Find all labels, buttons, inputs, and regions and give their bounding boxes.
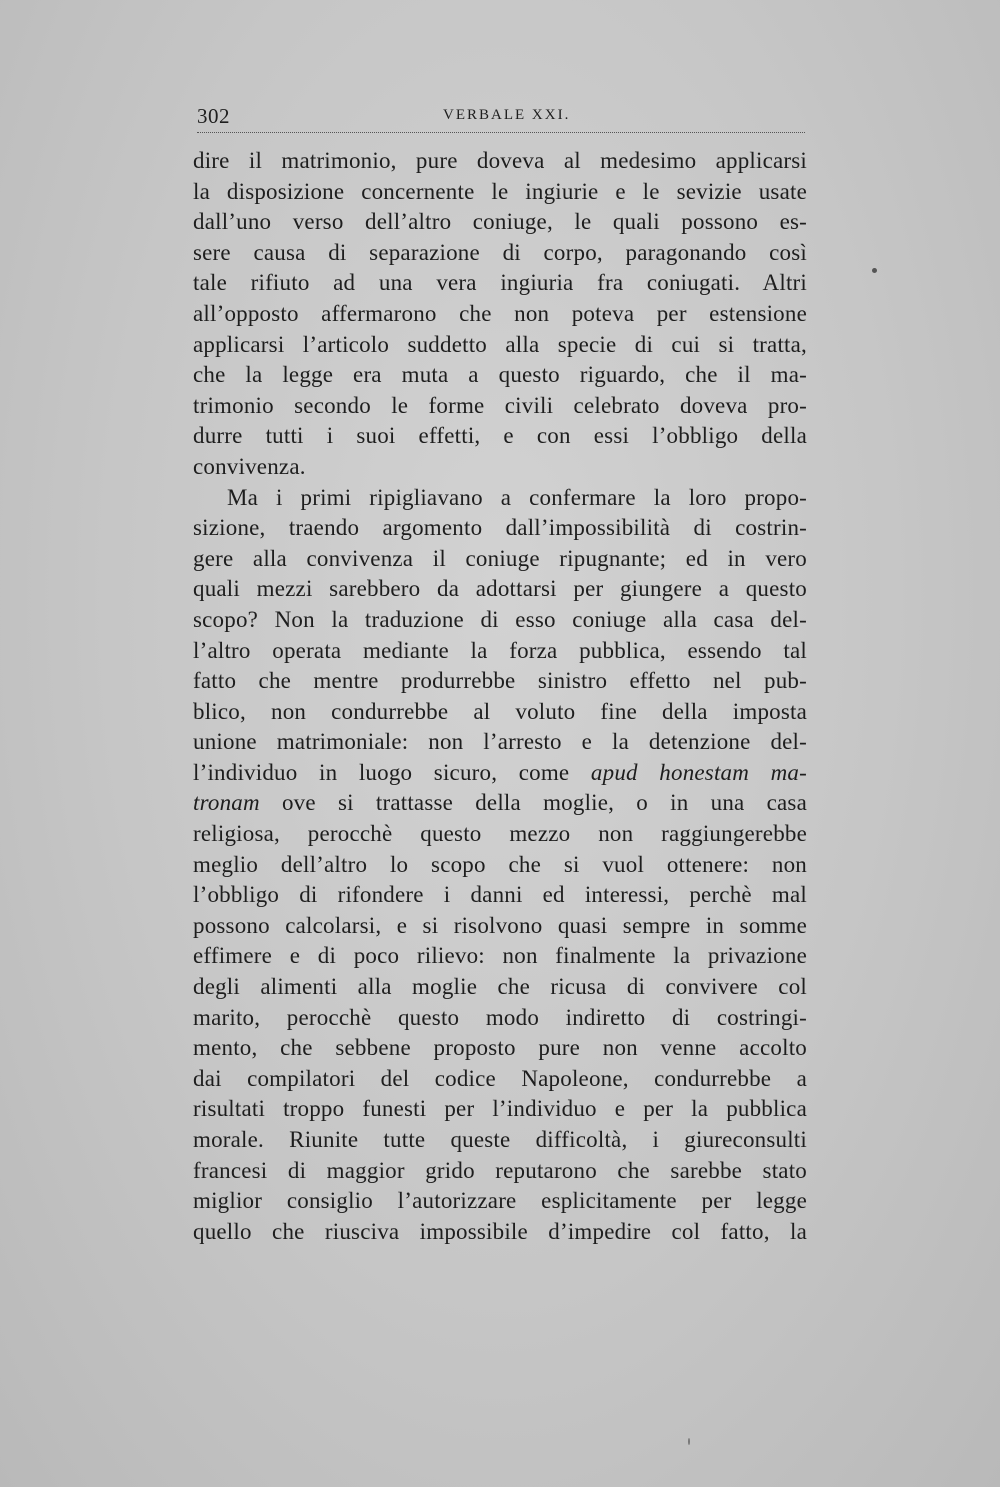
text-line: la disposizione concernente le ingiurie e le sevizie usate: [193, 178, 807, 204]
text-line: gere alla convivenza il coniuge ripugnante; ed in vero: [193, 545, 807, 571]
text-line: dire il matrimonio, pure doveva al medesimo applicarsi: [193, 148, 807, 173]
text-line: blico, non condurrebbe al voluto fine della imposta: [193, 698, 807, 724]
paragraph-start-line: Ma i primi ripigliavano a confermare la loro propo-: [227, 484, 807, 510]
text-line: marito, perocchè questo modo indiretto di costringi-: [193, 1004, 807, 1030]
text-line: fatto che mentre produrrebbe sinistro effetto nel pub-: [193, 668, 807, 694]
text-line: risultati troppo funesti per l’individuo e per la pubblica: [193, 1096, 807, 1122]
text-line: quello che riusciva impossibile d’impedire col fatto, la: [193, 1218, 807, 1244]
page-number: 302: [197, 104, 230, 128]
text-line: meglio dell’altro lo scopo che si vuol ottenere: non: [193, 851, 807, 877]
text-line: morale. Riunite tutte queste difficoltà, i giureconsulti: [193, 1127, 807, 1152]
text-line: possono calcolarsi, e si risolvono quasi sempre in somme: [193, 912, 807, 938]
text-line: scopo? Non la traduzione di esso coniuge alla casa del-: [193, 606, 807, 632]
text-line: miglior consiglio l’autorizzare esplicitamente per legge: [193, 1188, 807, 1214]
text-line: religiosa, perocchè questo mezzo non raggiungerebbe: [193, 821, 807, 847]
text-line: durre tutti i suoi effetti, e con essi l’obbligo della: [193, 423, 807, 449]
text-run: ove si trattasse della moglie, o in una casa: [259, 790, 807, 816]
text-line: francesi di maggior grido reputarono che sarebbe stato: [193, 1157, 807, 1183]
text-line: all’opposto affermarono che non poteva per estensione: [193, 300, 807, 326]
text-line: l’obbligo di rifondere i danni ed interessi, perchè mal: [193, 882, 807, 908]
body-text: [193, 146, 807, 1247]
text-line: che la legge era muta a questo riguardo, che il ma-: [193, 362, 807, 388]
text-line: trimonio secondo le forme civili celebrato doveva pro-: [193, 392, 807, 418]
text-line: dall’uno verso dell’altro coniuge, le quali possono es-: [193, 209, 807, 235]
text-line: effimere e di poco rilievo: non finalmente la privazione: [193, 943, 807, 969]
paper-speck: [688, 1438, 690, 1445]
text-line: degli alimenti alla moglie che ricusa di convivere col: [193, 974, 807, 1000]
text-line: applicarsi l’articolo suddetto alla specie di cui si tratta,: [193, 331, 807, 357]
text-run: l’individuo in luogo sicuro, come: [193, 759, 591, 785]
text-line-with-italic: [193, 758, 807, 789]
paragraph-end-line: convivenza.: [193, 453, 306, 479]
text-line: sere causa di separazione di corpo, paragonando così: [193, 239, 807, 265]
text-line: tale rifiuto ad una vera ingiuria fra coniugati. Altri: [193, 270, 807, 296]
running-title: VERBALE XXI.: [443, 107, 571, 123]
italic-run: apud honestam ma-: [590, 759, 807, 785]
text-line: mento, che sebbene proposto pure non venne accolto: [193, 1035, 807, 1061]
running-head: [197, 104, 805, 133]
text-line: quali mezzi sarebbero da adottarsi per giungere a questo: [193, 576, 807, 602]
text-line-with-italic: [193, 788, 807, 819]
text-line: sizione, traendo argomento dall’impossibilità di costrin-: [193, 515, 807, 541]
paper-speck: [872, 268, 877, 273]
text-line: dai compilatori del codice Napoleone, condurrebbe a: [193, 1065, 807, 1091]
text-line: l’altro operata mediante la forza pubblica, essendo tal: [193, 637, 807, 663]
italic-run: tronam: [193, 790, 260, 816]
text-line: unione matrimoniale: non l’arresto e la detenzione del-: [193, 729, 807, 755]
